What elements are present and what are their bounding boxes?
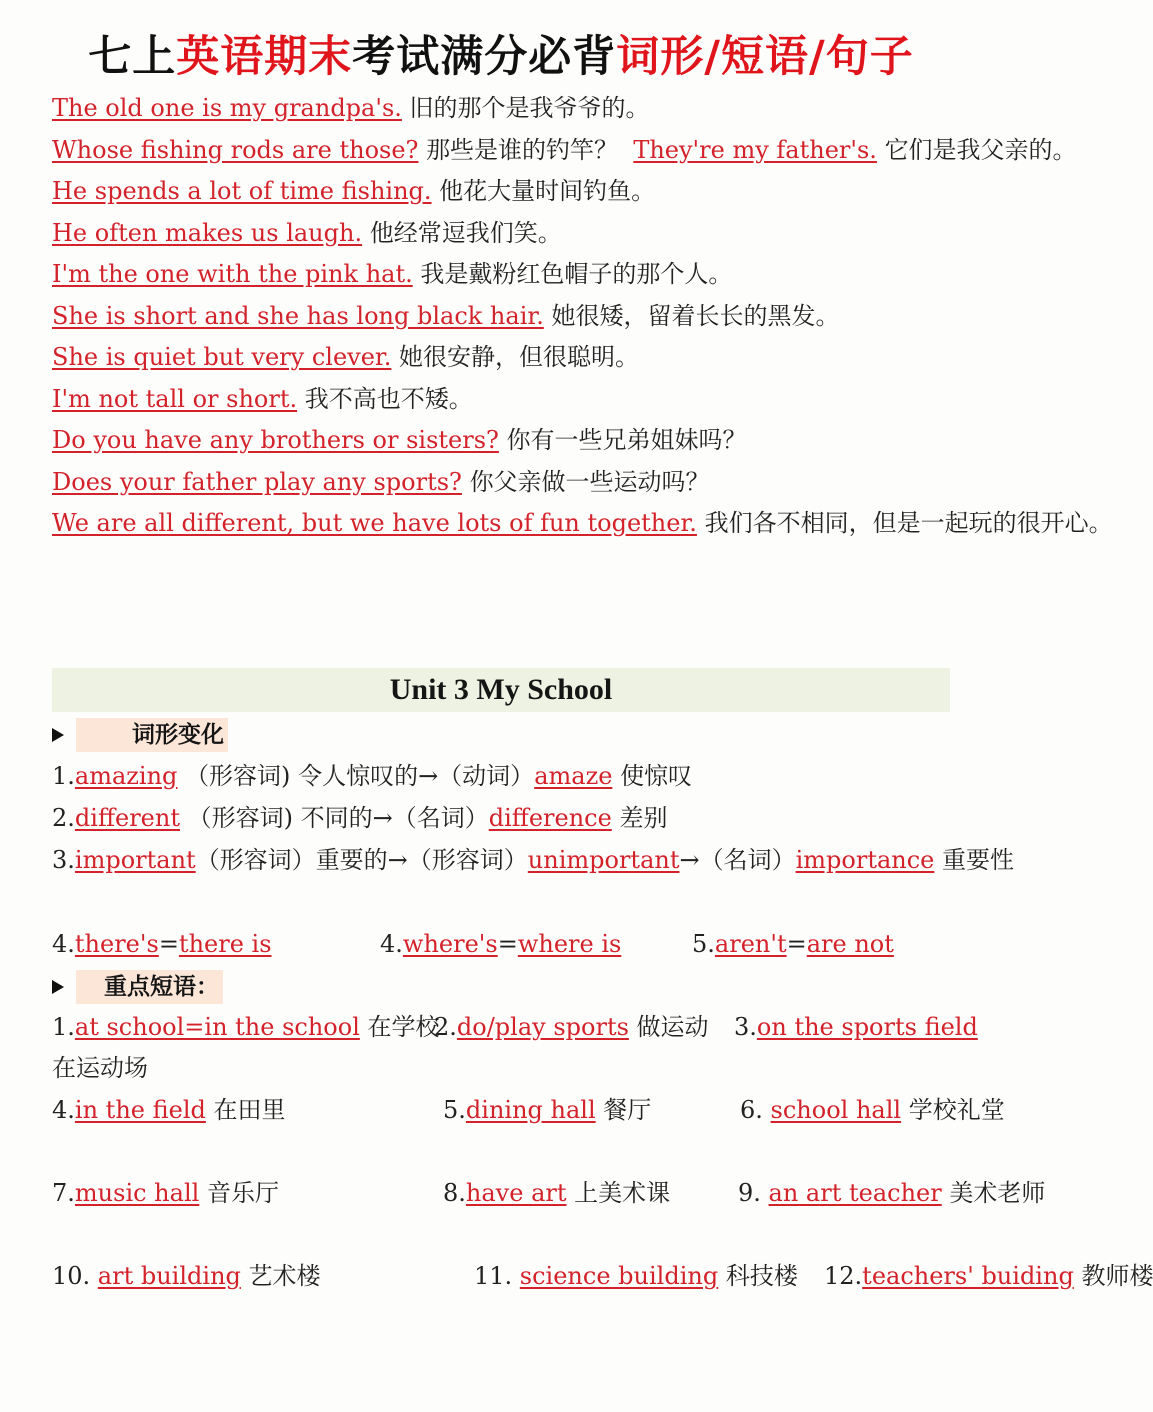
sentence-en: He spends a lot of time fishing. xyxy=(52,177,432,205)
phrase-zh: 做运动 xyxy=(636,1013,709,1041)
word-form-item xyxy=(52,840,1014,882)
contraction-short: aren't xyxy=(714,930,787,958)
title-part-3: 考试满分必背 xyxy=(352,32,617,82)
contraction-item: 5.aren't=are not xyxy=(692,930,894,958)
phrase-en: have art xyxy=(465,1179,567,1207)
sentence-zh: 那些是谁的钓竿？ xyxy=(426,135,619,164)
item-number: 9. xyxy=(738,1179,769,1207)
item-number: 4. xyxy=(52,1096,75,1124)
item-number: 12. xyxy=(824,1262,863,1290)
item-number: 3. xyxy=(52,846,75,874)
sentence-item xyxy=(52,171,952,213)
part-of-speech: （形容词) xyxy=(187,804,293,832)
phrase-en: on the sports field xyxy=(756,1013,978,1041)
word-form: unimportant xyxy=(527,846,680,874)
sentence-zh: 她很矮，留着长长的黑发。 xyxy=(551,301,840,330)
sentence-en: She is short and she has long black hair. xyxy=(52,301,544,330)
phrase-item xyxy=(738,1173,1045,1215)
phrase-zh: 上美术课 xyxy=(574,1179,671,1207)
sentence-en: We are all different, but we have lots of fun together. xyxy=(52,509,697,537)
sentence-item xyxy=(52,254,952,296)
contraction-full: there is xyxy=(178,930,272,958)
sentence-en: He often makes us laugh. xyxy=(52,218,363,247)
sentence-item xyxy=(52,503,1113,545)
sentence-item xyxy=(52,462,952,504)
phrase-item xyxy=(740,1090,1005,1132)
title-part-2: 英语期末 xyxy=(176,32,353,82)
meaning: 不同的→（名词） xyxy=(300,804,489,832)
item-number: 7. xyxy=(52,1179,75,1207)
title-part-1: 七上 xyxy=(88,32,177,82)
phrase-en: science building xyxy=(519,1262,719,1290)
phrases-heading xyxy=(52,970,223,1004)
sentence-zh: 我们各不相同，但是一起玩的很开心。 xyxy=(704,509,1113,537)
sentence-item xyxy=(52,420,952,462)
sentence-item xyxy=(52,213,952,255)
contraction-short: where's xyxy=(402,930,498,958)
page-title xyxy=(0,26,1002,88)
sentence-zh: 旧的那个是我爷爷的。 xyxy=(409,94,650,122)
item-number: 11. xyxy=(474,1262,520,1290)
sentence-list xyxy=(52,88,1113,545)
meaning: →（名词） xyxy=(679,846,796,874)
phrase-zh: 餐厅 xyxy=(603,1096,652,1124)
phrases-label: 重点短语： xyxy=(76,970,223,1004)
sentence-zh: 它们是我父亲的。 xyxy=(884,135,1077,164)
word-form: importance xyxy=(795,846,935,874)
phrase-item xyxy=(52,1173,279,1215)
word-form: amazing xyxy=(74,762,178,790)
item-number: 5. xyxy=(692,930,715,958)
phrase-zh: 学校礼堂 xyxy=(908,1096,1005,1124)
phrase-item xyxy=(824,1256,1153,1298)
sentence-en: Whose fishing rods are those? xyxy=(52,135,419,164)
phrase-en: at school=in the school xyxy=(74,1013,360,1041)
item-number: 2. xyxy=(52,804,75,832)
meaning: 重要的→（形容词） xyxy=(315,846,528,874)
triangle-bullet-icon xyxy=(52,980,64,994)
sentence-en: She is quiet but very clever. xyxy=(52,343,392,371)
item-number: 6. xyxy=(740,1096,771,1124)
phrase-item xyxy=(734,1007,978,1049)
phrase-item xyxy=(52,1256,321,1298)
item-number: 3. xyxy=(734,1013,757,1041)
triangle-bullet-icon xyxy=(52,728,64,742)
phrase-en: teachers' buiding xyxy=(862,1262,1074,1290)
sentence-en: Does your father play any sports? xyxy=(52,467,462,496)
contraction-item: 4.there's=there is xyxy=(52,930,272,958)
phrase-en: do/play sports xyxy=(456,1013,629,1041)
phrase-item xyxy=(52,1090,286,1132)
meaning: 重要性 xyxy=(942,846,1015,874)
item-number: 10. xyxy=(52,1262,98,1290)
phrase-item xyxy=(443,1090,651,1132)
sentence-en: I'm not tall or short. xyxy=(52,384,298,413)
item-number: 2. xyxy=(434,1013,457,1041)
sentence-zh: 她很安静，但很聪明。 xyxy=(399,343,640,371)
word-form: different xyxy=(74,804,180,832)
phrase-en: school hall xyxy=(770,1096,902,1124)
word-form: important xyxy=(74,846,196,874)
sentence-en: I'm the one with the pink hat. xyxy=(52,260,413,288)
phrase-zh: 在学校 xyxy=(367,1013,440,1041)
phrase-en: in the field xyxy=(74,1096,206,1124)
phrase-zh: 在田里 xyxy=(213,1096,286,1124)
sentence-item xyxy=(52,88,952,130)
phrase-zh: 艺术楼 xyxy=(248,1262,321,1290)
phrase-item xyxy=(443,1173,670,1215)
unit-heading: Unit 3 My School xyxy=(52,668,950,712)
sentence-item xyxy=(52,296,952,338)
sentence-en: The old one is my grandpa's. xyxy=(52,94,402,122)
sentence-zh: 你有一些兄弟姐妹吗？ xyxy=(506,426,747,454)
item-number: 1. xyxy=(52,762,75,790)
sentence-zh: 他经常逗我们笑。 xyxy=(369,218,562,247)
contraction-full: are not xyxy=(806,930,894,958)
sentence-item xyxy=(52,379,952,421)
contraction-item: 4.where's=where is xyxy=(380,930,622,958)
sentence-en: They're my father's. xyxy=(633,135,877,164)
phrase-zh: 在运动场 xyxy=(52,1054,148,1082)
sentence-zh: 你父亲做一些运动吗？ xyxy=(469,467,710,496)
contraction-full: where is xyxy=(517,930,622,958)
contraction-short: there's xyxy=(74,930,159,958)
item-number: 5. xyxy=(443,1096,466,1124)
item-number: 4. xyxy=(52,930,75,958)
phrase-zh: 教师楼 xyxy=(1081,1262,1153,1290)
sentence-zh: 他花大量时间钓鱼。 xyxy=(439,177,656,205)
phrase-item-continued xyxy=(52,1048,148,1090)
phrase-zh: 音乐厅 xyxy=(206,1179,279,1207)
word-form-item xyxy=(52,798,667,840)
phrase-zh: 美术老师 xyxy=(949,1179,1046,1207)
sentence-zh: 我不高也不矮。 xyxy=(304,384,473,413)
phrase-en: an art teacher xyxy=(768,1179,942,1207)
title-part-4: 词形/短语/句子 xyxy=(616,32,914,82)
word-forms-label: 词形变化 xyxy=(76,718,228,752)
meaning: 使惊叹 xyxy=(620,762,693,790)
sentence-item xyxy=(52,130,1077,172)
phrase-zh: 科技楼 xyxy=(725,1262,798,1290)
phrase-item xyxy=(434,1007,709,1049)
item-number: 4. xyxy=(380,930,403,958)
word-form: difference xyxy=(488,804,612,832)
phrase-en: dining hall xyxy=(465,1096,596,1124)
meaning: 差别 xyxy=(619,804,668,832)
phrase-en: music hall xyxy=(74,1179,200,1207)
word-form: amaze xyxy=(534,762,613,790)
sentence-zh: 我是戴粉红色帽子的那个人。 xyxy=(420,260,733,288)
part-of-speech: （形容词） xyxy=(195,846,316,874)
phrase-en: art building xyxy=(97,1262,241,1290)
meaning: 令人惊叹的→（动词） xyxy=(298,762,535,790)
word-forms-heading xyxy=(52,718,228,752)
sentence-en: Do you have any brothers or sisters? xyxy=(52,426,499,454)
phrase-item xyxy=(52,1007,440,1049)
part-of-speech: （形容词) xyxy=(185,762,291,790)
sentence-item xyxy=(52,337,952,379)
item-number: 1. xyxy=(52,1013,75,1041)
word-form-item xyxy=(52,756,692,798)
phrase-item xyxy=(474,1256,798,1298)
item-number: 8. xyxy=(443,1179,466,1207)
